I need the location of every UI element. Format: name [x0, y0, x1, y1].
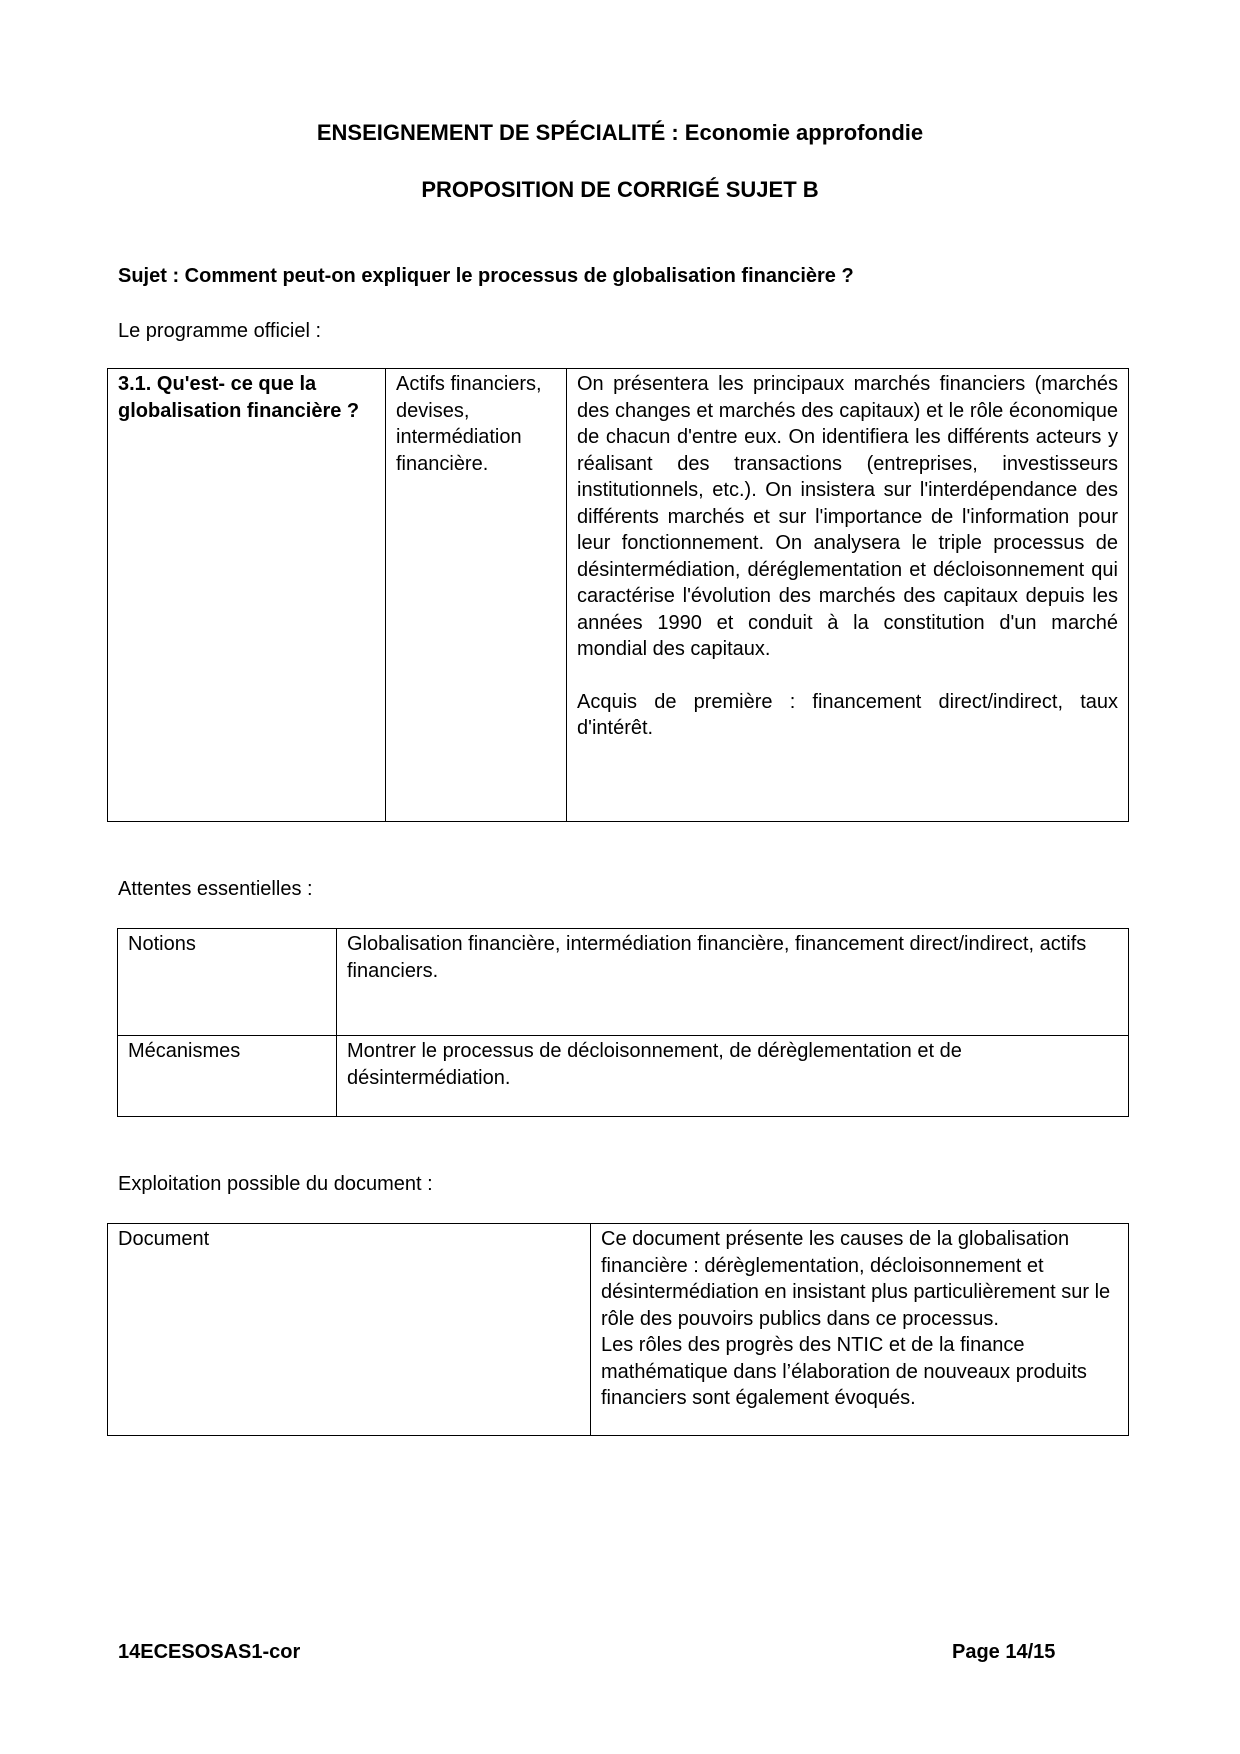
attentes-table [117, 928, 1129, 1117]
attentes-key-cell: Notions [118, 929, 337, 1036]
exploitation-document-cell: Document [108, 1224, 591, 1436]
page-subtitle: PROPOSITION DE CORRIGÉ SUJET B [421, 177, 819, 202]
attentes-label: Attentes essentielles : [118, 878, 313, 900]
programme-indications-paragraph: On présentera les principaux marchés financiers (marchés des changes et marchés des capitaux) et le rôle économique de chacun d'entre eux. On identifiera les différents acteurs y réalisant des transactions (entreprises, investisseurs institutionnels, etc.). On insistera sur l'interdépendance des différents marchés et sur l'importance de l'information pour leur fonctionnement. On analysera le triple processus de désintermédiation, déréglementation et décloisonnement qui caractérise l'évolution des marchés des capitaux depuis les années 1990 et conduit à la constitution d'un marché mondial des capitaux. [577, 373, 1118, 660]
table-row [118, 929, 1129, 1036]
programme-theme-cell: 3.1. Qu'est- ce que la globalisation financière ? [108, 369, 386, 822]
exploitation-table [107, 1223, 1129, 1436]
attentes-key-cell: Mécanismes [118, 1036, 337, 1117]
attentes-value-cell: Montrer le processus de décloisonnement, de dérèglementation et de désintermédiation. [337, 1036, 1129, 1117]
exploitation-paragraph-1: Ce document présente les causes de la globalisation financière : dérèglementation, décloisonnement et désintermédiation en insistant plus particulièrement sur le rôle des pouvoirs publics dans ce processus. [601, 1228, 1111, 1330]
exploitation-description-cell [591, 1224, 1129, 1436]
programme-label: Le programme officiel : [118, 320, 322, 342]
programme-indications-cell [567, 369, 1129, 822]
footer-page-number: Page 14/15 [952, 1641, 1056, 1663]
attentes-value-cell: Globalisation financière, intermédiation financière, financement direct/indirect, actifs financiers. [337, 929, 1129, 1036]
programme-table [107, 368, 1129, 822]
subject-line: Sujet : Comment peut-on expliquer le processus de globalisation financière ? [118, 265, 854, 287]
exploitation-label: Exploitation possible du document : [118, 1173, 433, 1195]
table-row [118, 1036, 1129, 1117]
programme-acquis-paragraph: Acquis de première : financement direct/indirect, taux d'intérêt. [577, 690, 1118, 739]
footer-code: 14ECESOSAS1-cor [118, 1641, 301, 1663]
page-title: ENSEIGNEMENT DE SPÉCIALITÉ : Economie approfondie [316, 120, 924, 145]
exploitation-paragraph-2: Les rôles des progrès des NTIC et de la finance mathématique dans l’élaboration de nouveaux produits financiers sont également évoqués. [601, 1334, 1087, 1409]
programme-notions-cell: Actifs financiers, devises, intermédiation financière. [386, 369, 567, 822]
